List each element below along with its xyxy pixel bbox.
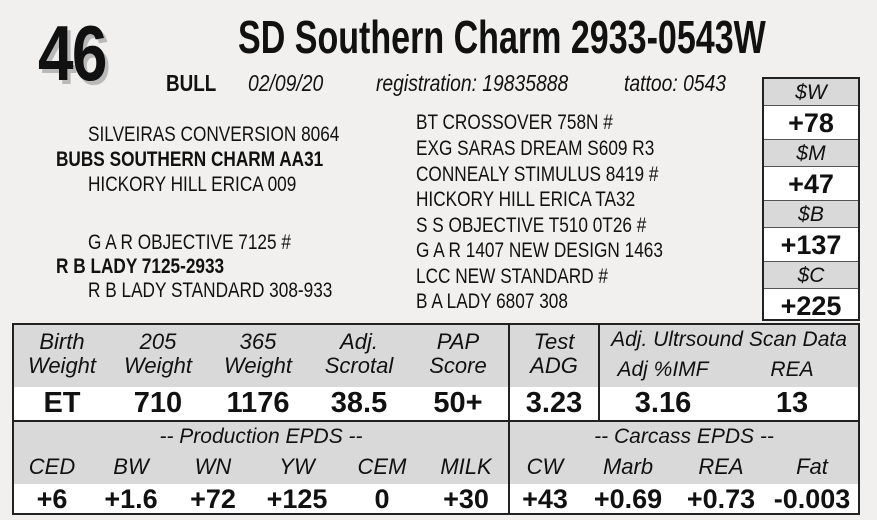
pedigree-right-2: EXG SARAS DREAM S609 R3: [416, 137, 655, 160]
dollar-label-b: $B: [764, 201, 858, 228]
tattoo: tattoo: 0543: [624, 70, 727, 96]
value-205-weight: 710: [133, 387, 183, 419]
pedigree-right-3: CONNEALY STIMULUS 8419 #: [416, 163, 659, 186]
header-pap-score-1: PAP: [436, 329, 480, 354]
value-365-weight: 1176: [226, 387, 290, 419]
carcass-epds-title: -- Carcass EPDS --: [594, 425, 774, 448]
value-adj-imf: 3.16: [634, 387, 692, 419]
dollar-label-w: $W: [764, 79, 858, 106]
value-birth-weight: ET: [43, 387, 81, 419]
value-adj-scrotal: 38.5: [330, 387, 388, 419]
epd-value-bw: +1.6: [104, 484, 158, 514]
epd-value-cw: +43: [522, 484, 568, 514]
pedigree-right-7: LCC NEW STANDARD #: [416, 265, 608, 288]
dollar-label-m: $M: [764, 140, 858, 167]
pedigree-dam-dam: R B LADY STANDARD 308-933: [88, 279, 333, 302]
pedigree-right-6: G A R 1407 NEW DESIGN 1463: [416, 239, 663, 262]
lot-number: 46: [38, 9, 106, 97]
epd-label-marb: Marb: [602, 454, 654, 479]
sex: BULL: [166, 70, 217, 96]
birth-date: 02/09/20: [248, 70, 324, 96]
pedigree-right-4: HICKORY HILL ERICA TA32: [416, 188, 636, 211]
production-epds-title: -- Production EPDS --: [159, 425, 363, 448]
header-205-weight-1: 205: [139, 329, 177, 354]
pedigree-sire-sire: SILVEIRAS CONVERSION 8064: [88, 123, 340, 146]
dollar-values-box: [762, 77, 860, 321]
pedigree-sire: BUBS SOUTHERN CHARM AA31: [56, 148, 324, 171]
pedigree-dam-sire: G A R OBJECTIVE 7125 #: [88, 231, 291, 254]
pedigree-right-5: S S OBJECTIVE T510 0T26 #: [416, 214, 647, 237]
epd-label-ced: CED: [28, 454, 76, 479]
epd-value-yw: +125: [266, 484, 328, 514]
header-pap-score-2: Score: [429, 353, 487, 378]
animal-name: SD Southern Charm 2933-0543W: [238, 11, 766, 63]
header-adj-scrotal-1: Adj.: [340, 329, 378, 354]
pedigree-right-1: BT CROSSOVER 758N #: [416, 111, 613, 134]
pedigree-dam: R B LADY 7125-2933: [56, 255, 225, 278]
value-test-adg: 3.23: [525, 387, 583, 419]
epd-label-cem: CEM: [357, 454, 407, 479]
epd-label-yw: YW: [279, 454, 315, 479]
header-ultrasound-title: Adj. Ultrsound Scan Data: [611, 328, 847, 351]
header-test-adg-2: ADG: [530, 353, 578, 378]
registration: registration: 19835888: [376, 70, 569, 96]
header-365-weight-1: 365: [239, 329, 277, 354]
epd-value-rea: +0.73: [686, 484, 756, 514]
pedigree-sire-dam: HICKORY HILL ERICA 009: [88, 173, 297, 196]
epd-label-milk: MILK: [440, 454, 492, 479]
header-birth-weight-2: Weight: [27, 353, 97, 378]
epd-label-rea: REA: [698, 454, 744, 479]
value-pap-score: 50+: [433, 387, 483, 419]
epd-label-bw: BW: [113, 454, 149, 479]
header-us-rea: REA: [770, 358, 814, 381]
epd-value-milk: +30: [443, 484, 489, 514]
dollar-value-c: +225: [780, 291, 842, 321]
value-us-rea: 13: [775, 387, 809, 419]
dollar-label-c: $C: [764, 262, 858, 289]
epd-value-wn: +72: [190, 484, 236, 514]
dollar-value-m: +47: [764, 167, 858, 201]
epd-label-cw: CW: [526, 454, 564, 479]
epd-value-marb: +0.69: [593, 484, 663, 514]
epd-value-fat: -0.003: [773, 484, 851, 514]
epd-value-cem: 0: [374, 484, 390, 514]
dollar-value-w: +78: [764, 106, 858, 140]
header-365-weight-2: Weight: [223, 353, 293, 378]
header-adj-imf: Adj %IMF: [617, 358, 709, 381]
epd-label-fat: Fat: [796, 454, 828, 479]
header-test-adg-1: Test: [533, 329, 575, 354]
epd-label-wn: WN: [194, 454, 232, 479]
performance-epd-table: [12, 323, 860, 515]
epd-value-ced: +6: [36, 484, 68, 514]
dollar-value-b: +137: [764, 228, 858, 262]
header-birth-weight-1: Birth: [39, 329, 85, 354]
header-adj-scrotal-2: Scrotal: [324, 353, 394, 378]
pedigree-right-8: B A LADY 6807 308: [416, 290, 568, 313]
header-205-weight-2: Weight: [123, 353, 193, 378]
